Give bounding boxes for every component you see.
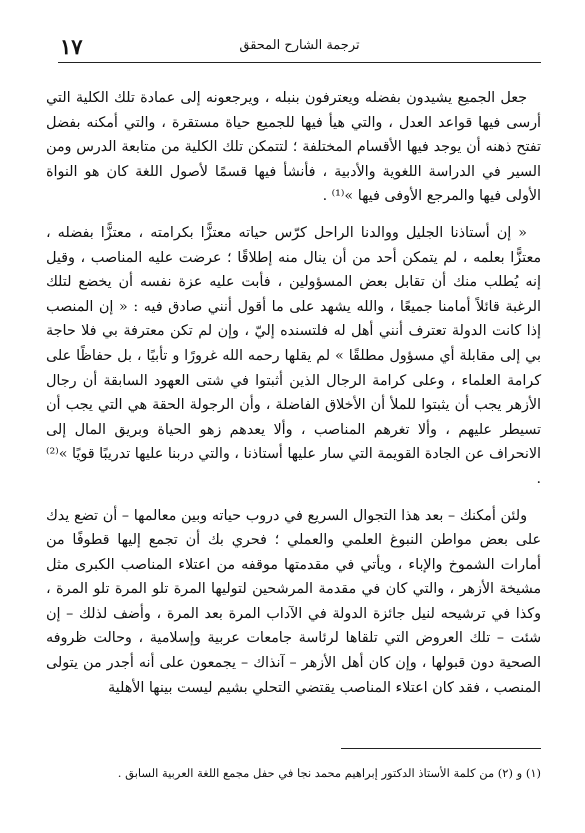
paragraph-3: ولئن أمكنك – بعد هذا التجوال السريع في دروب حياته وبين معالمها – أن تضع يدك على بعض مواطن النبوغ العلمي والعملي ؛ فحري بك أن تجمع إليها قطوفًا من أمارات الشموخ والإباء ، ويأتي في مقدمتها موقفه من اعتلاء المناصب الكبرى مثل مشيخة الأزهر ، والتي كان في مقدمة المرشحين لتوليها المرة تلو المرة تلو المرة ، وكذا في ترشيحه لنيل جائزة الدولة في الآداب المرة بعد المرة ، وأضف لذلك – إن شئت – تلك العروض التي تلقاها لرئاسة جامعات عربية وإسلامية ، وحالت ظروفه الصحية دون قبولها ، وإن كان أهل الأزهر – آنذاك – يجمعون على أنه أجدر من يتولى المنصب ، فقد كان اعتلاء المناصب يقتضي التحلي بشيم ليست بينها الأهلية <box>46 507 541 696</box>
running-title: ترجمة الشارح المحقق <box>239 38 360 53</box>
page-number: ١٧ <box>60 34 83 59</box>
footnote: (١) و (٢) من كلمة الأستاذ الدكتور إبراهيم محمد نجا في حفل مجمع اللغة العربية السابق . <box>117 766 541 780</box>
page-header <box>58 30 541 63</box>
paragraph-2: « إن أستاذنا الجليل ووالدنا الراحل كرّس حياته معتزًّا بكرامته ، معتزًّا بفضله ، معتزًّا بعلمه ، لم يتمكن أحد من أن ينال منه إطلاقًا ؛ عرضت عليه المناصب ، وقيل إنه يُطلب منك أن تقابل بعض المسؤولين ، فأبت عليه عزة نفسه أن يخضع لتلك الرغبة قائلاً أمامنا جميعًا ، والله يشهد على ما أقول أنني صادق فيه : « إن المنصب إذا كانت الدولة تعترف أنني أهل له فلتسنده إليّ ، وإن لم تكن معترفة بي فلا حاجة بي إلى مقابلة أي مسؤول مطلقًا » لم يقلها رحمه الله غرورًا و تأبيًا ، بل حفاظًا على كرامة العلماء ، وعلى كرامة الرجال الذين أثبتوا في شتى العهود السابقة أن رجال الأزهر يجب أن يثبتوا للملأ أن الأخلاق الفاضلة ، وأن الرجولة الحقة هي التي يجب أن تسيطر عليهم ، وألا تغرهم المناصب ، وألا يعدهم زهو الحياة وبريق المال إلى الانحراف عن الجادة القويمة التي سار عليها أستاذنا ، والتي دربنا عليها تدريبًا قويًا »⁽²⁾ . <box>46 224 541 487</box>
paragraph-1: جعل الجميع يشيدون بفضله ويعترفون بنبله ، ويرجعونه إلى عمادة تلك الكلية التي أرسى فيها قواعد العدل ، والتي هيأ فيها للجميع حياة مستقرة ، والتي أمكنه بفضل تفتح ذهنه أن يوجد فيها الأقسام المختلفة ؛ لتتمكن تلك الكلية من متابعة الدرس ومن السير في الدراسة اللغوية والأدبية ، فأنشأ فيها قسمًا لأصول اللغة كان هو النواة الأولى فيها والمرجع الأوفى فيها »⁽¹⁾ . <box>46 90 542 205</box>
body-text <box>46 86 541 700</box>
footnote-separator <box>341 748 541 749</box>
